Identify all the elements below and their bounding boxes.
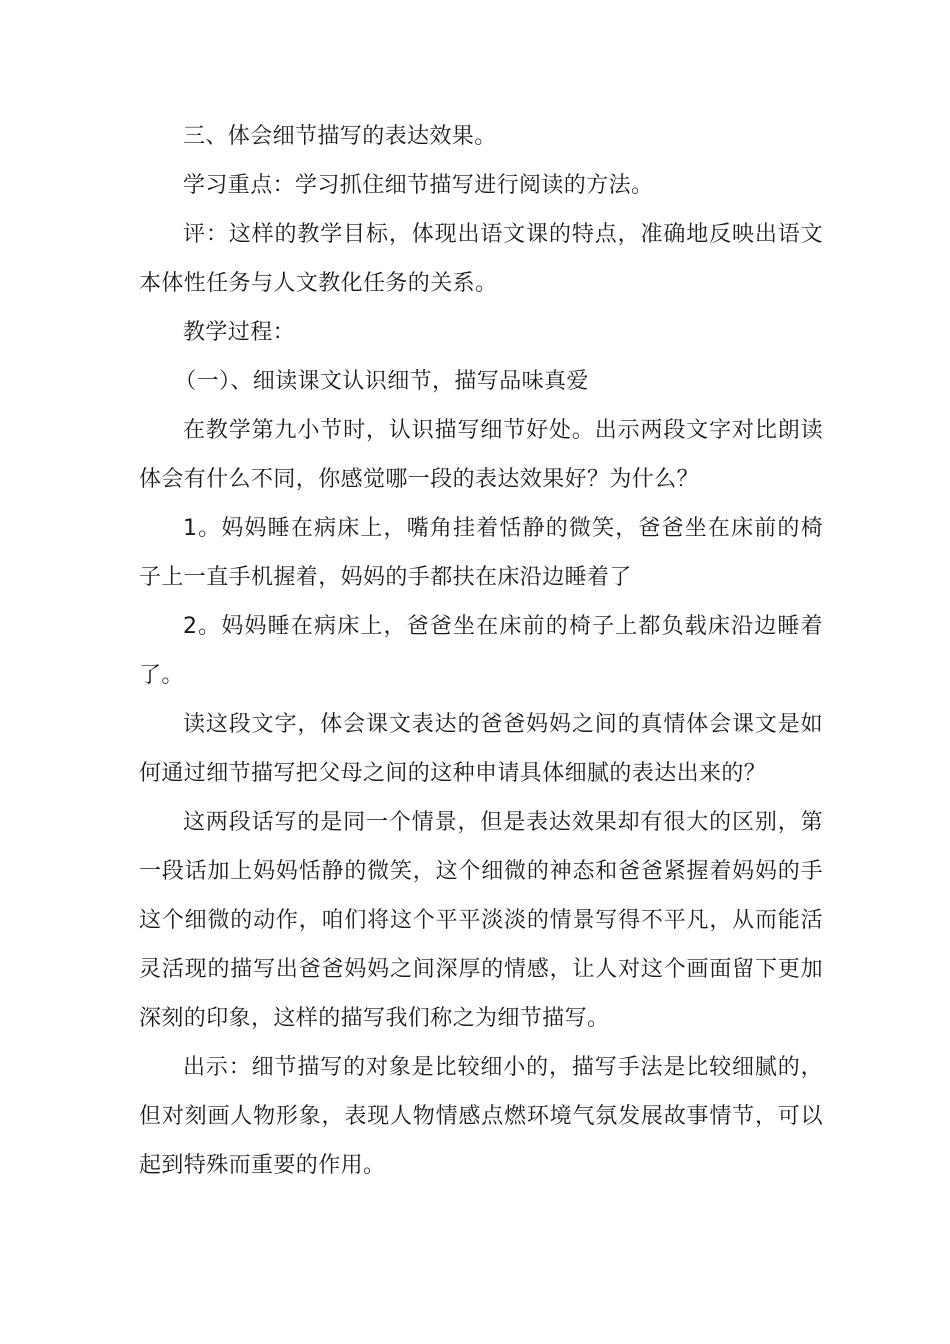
intro-paragraph: 在教学第九小节时，认识描写细节好处。出示两段文字对比朗读体会有什么不同，你感觉哪一段的表达效果好？为什么？	[139, 418, 823, 492]
process-title: 教学过程：	[183, 320, 296, 345]
analysis-paragraph: 这两段话写的是同一个情景，但是表达效果却有很大的区别，第一段话加上妈妈恬静的微笑，这个细微的神态和爸爸紧握着妈妈的手这个细微的动作，咱们将这个平平淡淡的情景写得不平凡，从而能活灵活现的描写出爸爸妈妈之间深厚的情感，让人对这个画面留下更加深刻的印象，这样的描写我们称之为细节描写。	[139, 810, 823, 1031]
step-title: （一）、细读课文认识细节，描写品味真爱	[174, 369, 589, 394]
comment-paragraph: 评：这样的教学目标，体现出语文课的特点，准确地反映出语文本体性任务与人文教化任务的关系。	[139, 222, 823, 296]
learning-focus-paragraph: 学习重点：学习抓住细节描写进行阅读的方法。	[183, 173, 654, 198]
document-body	[139, 112, 823, 1190]
reading-task-paragraph: 读这段文字，体会课文表达的爸爸妈妈之间的真情体会课文是如何通过细节描写把父母之间的这种申请具体细腻的表达出来的？	[139, 712, 823, 786]
section-heading: 三、体会细节描写的表达效果。	[183, 124, 497, 149]
sample-paragraph-1: 1。妈妈睡在病床上，嘴角挂着恬静的微笑，爸爸坐在床前的椅子上一直手机握着，妈妈的手都扶在床沿边睡着了	[139, 516, 823, 590]
summary-paragraph: 出示：细节描写的对象是比较细小的，描写手法是比较细腻的，但对刻画人物形象，表现人物情感点燃环境气氛发展故事情节，可以起到特殊而重要的作用。	[139, 1055, 823, 1178]
sample-paragraph-2: 2。妈妈睡在病床上，爸爸坐在床前的椅子上都负载床沿边睡着了。	[139, 614, 823, 688]
